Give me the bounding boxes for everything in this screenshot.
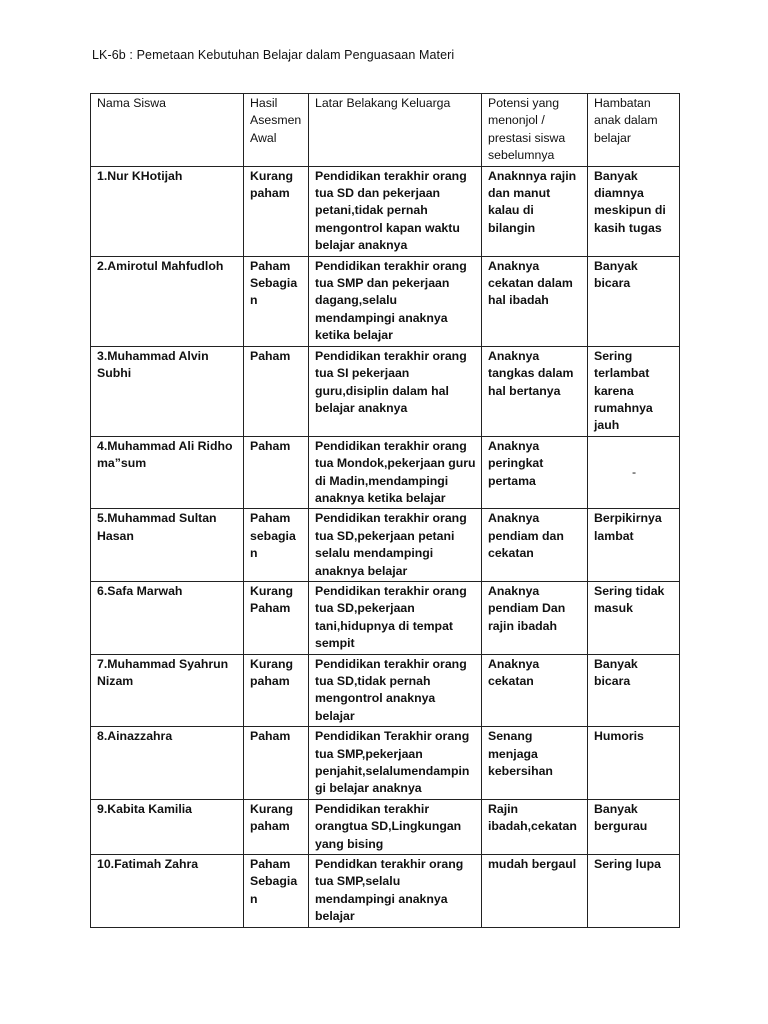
header-hambatan: Hambatan anak dalam belajar	[588, 94, 680, 167]
cell-potensi: mudah bergaul	[482, 855, 588, 928]
cell-latar-belakang: Pendidikan terakhir orang tua SD dan pekerjaan petani,tidak pernah mengontrol kapan waktu belajar anaknya	[309, 166, 482, 256]
table-row	[91, 654, 680, 727]
cell-asesmen: Kurang paham	[244, 166, 309, 256]
header-latar-belakang: Latar Belakang Keluarga	[309, 94, 482, 167]
table-header-row	[91, 94, 680, 167]
cell-nama: 8.Ainazzahra	[91, 727, 244, 800]
cell-asesmen: Paham sebagian	[244, 509, 309, 582]
cell-asesmen: Kurang paham	[244, 799, 309, 854]
cell-latar-belakang: Pendidikan terakhir orang tua SD,pekerjaan petani selalu mendampingi anaknya belajar	[309, 509, 482, 582]
cell-potensi: Anaknya cekatan	[482, 654, 588, 727]
table-row	[91, 436, 680, 509]
table-row	[91, 581, 680, 654]
cell-hambatan: Banyak bicara	[588, 654, 680, 727]
table-row	[91, 509, 680, 582]
cell-potensi: Senang menjaga kebersihan	[482, 727, 588, 800]
cell-asesmen: Paham	[244, 727, 309, 800]
cell-potensi: Anaknya peringkat pertama	[482, 436, 588, 509]
cell-asesmen: Paham	[244, 346, 309, 436]
cell-potensi: Anaknya pendiam dan cekatan	[482, 509, 588, 582]
cell-potensi: Anaknya tangkas dalam hal bertanya	[482, 346, 588, 436]
document-title: LK-6b : Pemetaan Kebutuhan Belajar dalam Penguasaan Materi	[92, 48, 455, 62]
cell-nama: 7.Muhammad Syahrun Nizam	[91, 654, 244, 727]
cell-latar-belakang: Pendidikan terakhir orangtua SD,Lingkungan yang bising	[309, 799, 482, 854]
cell-asesmen: Paham	[244, 436, 309, 509]
cell-hambatan: Berpikirnya lambat	[588, 509, 680, 582]
table-row	[91, 855, 680, 928]
cell-potensi: Anaknya pendiam Dan rajin ibadah	[482, 581, 588, 654]
table-row	[91, 256, 680, 346]
cell-latar-belakang: Pendidikan terakhir orang tua Mondok,pekerjaan guru di Madin,mendampingi anaknya ketika belajar	[309, 436, 482, 509]
cell-nama: 6.Safa Marwah	[91, 581, 244, 654]
cell-latar-belakang: Pendidikan Terakhir orang tua SMP,pekerjaan penjahit,selalumendampingi belajar anaknya	[309, 727, 482, 800]
table-row	[91, 346, 680, 436]
cell-latar-belakang: Pendidikan terakhir orang tua SMP dan pekerjaan dagang,selalu mendampingi anaknya ketika belajar	[309, 256, 482, 346]
table-row	[91, 727, 680, 800]
cell-potensi: Anaknya cekatan dalam hal ibadah	[482, 256, 588, 346]
learning-needs-table	[90, 93, 680, 928]
cell-nama: 3.Muhammad Alvin Subhi	[91, 346, 244, 436]
cell-nama: 1.Nur KHotijah	[91, 166, 244, 256]
header-hasil-asesmen: Hasil Asesmen Awal	[244, 94, 309, 167]
cell-latar-belakang: Pendidikan terakhir orang tua SI pekerjaan guru,disiplin dalam hal belajar anaknya	[309, 346, 482, 436]
table-row	[91, 166, 680, 256]
cell-hambatan: Banyak bicara	[588, 256, 680, 346]
cell-nama: 4.Muhammad Ali Ridho ma”sum	[91, 436, 244, 509]
cell-hambatan: Sering tidak masuk	[588, 581, 680, 654]
cell-hambatan: Banyak bergurau	[588, 799, 680, 854]
table-row	[91, 799, 680, 854]
cell-potensi: Anaknnya rajin dan manut kalau di bilangin	[482, 166, 588, 256]
cell-hambatan: Banyak diamnya meskipun di kasih tugas	[588, 166, 680, 256]
cell-nama: 10.Fatimah Zahra	[91, 855, 244, 928]
cell-asesmen: Kurang paham	[244, 654, 309, 727]
cell-hambatan: -	[588, 436, 680, 509]
cell-asesmen: Paham Sebagian	[244, 855, 309, 928]
cell-nama: 2.Amirotul Mahfudloh	[91, 256, 244, 346]
cell-asesmen: Kurang Paham	[244, 581, 309, 654]
cell-hambatan: Humoris	[588, 727, 680, 800]
header-potensi: Potensi yang menonjol / prestasi siswa sebelumnya	[482, 94, 588, 167]
cell-hambatan: Sering terlambat karena rumahnya jauh	[588, 346, 680, 436]
header-nama-siswa: Nama Siswa	[91, 94, 244, 167]
cell-latar-belakang: Pendidikan terakhir orang tua SD,pekerjaan tani,hidupnya di tempat sempit	[309, 581, 482, 654]
cell-nama: 5.Muhammad Sultan Hasan	[91, 509, 244, 582]
cell-nama: 9.Kabita Kamilia	[91, 799, 244, 854]
cell-asesmen: Paham Sebagian	[244, 256, 309, 346]
cell-potensi: Rajin ibadah,cekatan	[482, 799, 588, 854]
cell-latar-belakang: Pendidikan terakhir orang tua SD,tidak pernah mengontrol anaknya belajar	[309, 654, 482, 727]
cell-latar-belakang: Pendidkan terakhir orang tua SMP,selalu mendampingi anaknya belajar	[309, 855, 482, 928]
cell-hambatan: Sering lupa	[588, 855, 680, 928]
